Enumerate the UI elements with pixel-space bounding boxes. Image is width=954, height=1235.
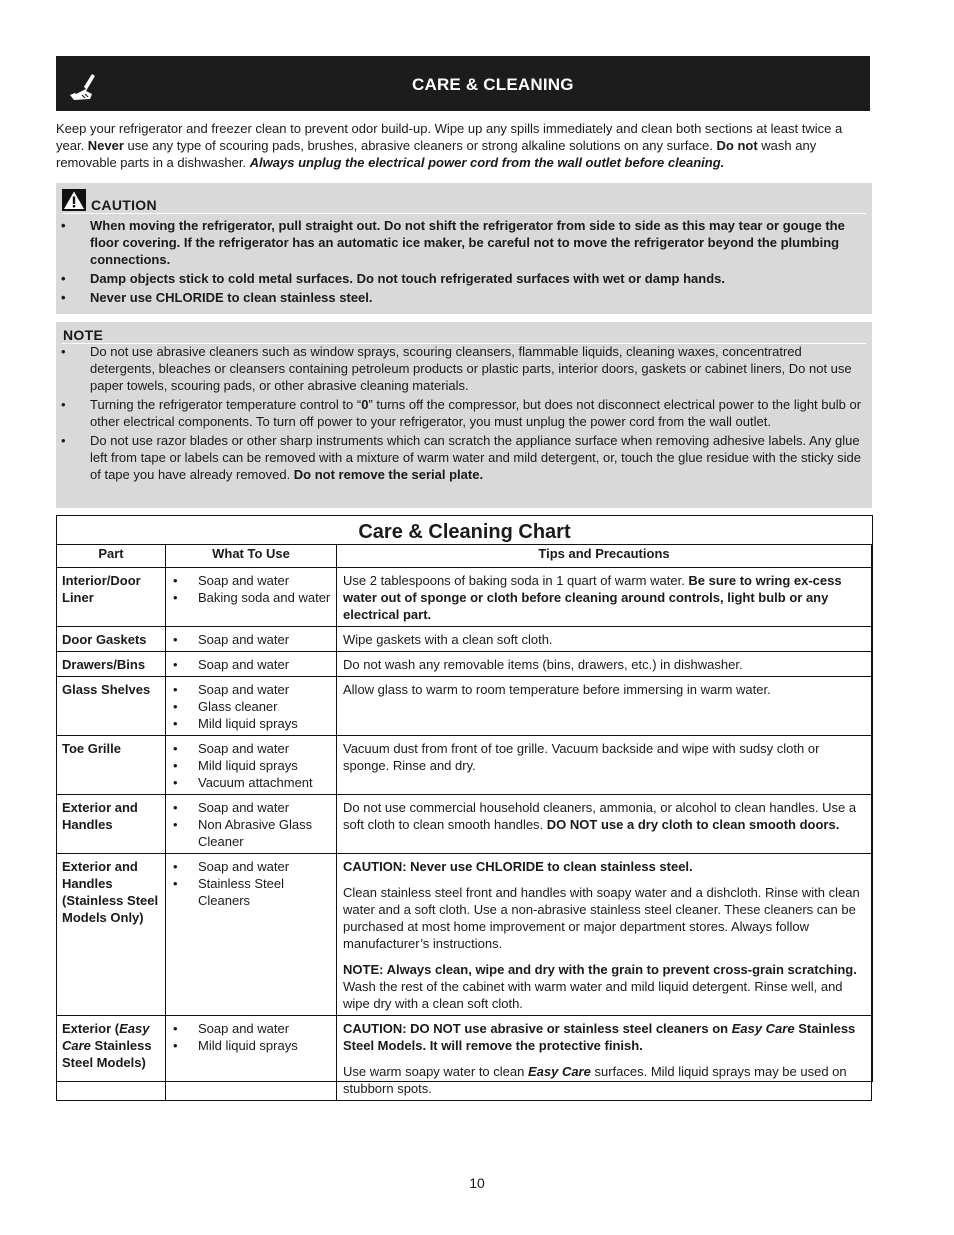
page-number: 10 — [469, 1175, 485, 1191]
chart-table — [56, 544, 872, 1101]
column-header-tips: Tips and Precautions — [337, 545, 872, 568]
table-row — [57, 795, 872, 854]
use-item: • Soap and water — [173, 632, 290, 647]
use-item: • Mild liquid sprays — [173, 1038, 298, 1053]
use-item: • Soap and water — [173, 657, 290, 672]
caution-item: • Damp objects stick to cold metal surfaces. Do not touch refrigerated surfaces with wet or damp hands. — [61, 271, 725, 286]
intro-paragraph: Keep your refrigerator and freezer clean to prevent odor build-up. Wipe up any spills immediately and clean both sections at least twice a year. Never use any type of scouring pads, brushes, abrasive cleaners or strong alkaline solutions on any surface. Do not wash any removable parts in a dishwasher. Always unplug the electrical power cord from the wall outlet before cleaning. — [56, 121, 843, 170]
use-item: • Soap and water — [173, 682, 290, 697]
use-item: • Soap and water — [173, 573, 290, 588]
part-cell: Door Gaskets — [57, 627, 166, 652]
part-cell: Exterior and Handles — [57, 795, 166, 854]
column-header-part: Part — [57, 545, 166, 568]
caution-heading — [62, 189, 866, 214]
use-item: • Non Abrasive Glass Cleaner — [173, 817, 313, 849]
part-cell: Exterior and Handles (Stainless Steel Models Only) — [57, 854, 166, 1016]
caution-list — [56, 217, 872, 308]
tips-cell: Allow glass to warm to room temperature before immersing in warm water. — [337, 677, 872, 736]
column-header-what-to-use: What To Use — [166, 545, 337, 568]
table-row — [57, 1016, 872, 1101]
tips-cell: Do not use commercial household cleaners, ammonia, or alcohol to clean handles. Use a soft cloth to clean smooth handles. DO NOT use a dry cloth to clean smooth doors. — [337, 795, 872, 854]
use-cell — [166, 677, 337, 736]
note-item: • Do not use razor blades or other sharp instruments which can scratch the appliance surface when removing adhesive labels. Any glue left from tape or labels can be removed with a mixture of warm water and mild detergent, or, touch the glue residue with the sticky side of tape you have already removed. Do not remove the serial plate. — [61, 433, 861, 482]
note-heading — [62, 326, 866, 344]
table-row — [57, 677, 872, 736]
note-label: NOTE — [63, 327, 104, 343]
part-cell: Glass Shelves — [57, 677, 166, 736]
use-item: • Soap and water — [173, 859, 290, 874]
care-cleaning-chart — [56, 515, 873, 1096]
caution-item: • Never use CHLORIDE to clean stainless steel. — [61, 290, 373, 305]
section-title: CARE & CLEANING — [412, 75, 574, 94]
caution-item: • When moving the refrigerator, pull straight out. Do not shift the refrigerator from side to side as this may tear or gouge the floor covering. If the refrigerator has an automatic ice maker, be careful not to move the refrigerator beyond the plumbing connections. — [61, 218, 845, 267]
caution-label: CAUTION — [91, 197, 157, 213]
use-cell — [166, 652, 337, 677]
tips-cell: CAUTION: DO NOT use abrasive or stainless steel cleaners on Easy Care Stainless Steel Models. It will remove the protective finish. Use warm soapy water to clean Easy Care surfaces. Mild liquid sprays may be used on stubborn spots. — [337, 1016, 872, 1101]
caution-box — [56, 183, 872, 314]
part-cell: Exterior (Easy Care Stainless Steel Models) — [57, 1016, 166, 1101]
table-row — [57, 652, 872, 677]
warning-icon — [62, 189, 86, 211]
use-item: • Stainless Steel Cleaners — [173, 876, 284, 908]
chart-title: Care & Cleaning Chart — [358, 521, 571, 543]
use-item: • Soap and water — [173, 1021, 290, 1036]
use-cell — [166, 795, 337, 854]
use-item: • Glass cleaner — [173, 699, 278, 714]
tips-cell: CAUTION: Never use CHLORIDE to clean stainless steel. Clean stainless steel front and handles with soapy water and a dishcloth. Rinse with clean water and a soft cloth. Use a non-abrasive stainless steel cleaner. These cleaners can be purchased at most home improvement or major department stores. Always follow manufacturer’s instructions. NOTE: Always clean, wipe and dry with the grain to prevent cross-grain scratching. Wash the rest of the cabinet with warm water and mild liquid detergent. Rinse well, and wipe dry with a clean soft cloth. — [337, 854, 872, 1016]
table-row — [57, 854, 872, 1016]
tips-cell: Do not wash any removable items (bins, drawers, etc.) in dishwasher. — [337, 652, 872, 677]
note-item: • Turning the refrigerator temperature control to “0” turns off the compressor, but does not disconnect electrical power to the light bulb or other electrical components. To turn off power to your refrigerator, you must unplug the power cord from the wall outlet. — [61, 397, 862, 429]
use-cell — [166, 568, 337, 627]
note-box — [56, 322, 872, 508]
part-cell: Interior/Door Liner — [57, 568, 166, 627]
use-item: • Baking soda and water — [173, 590, 331, 605]
use-cell — [166, 627, 337, 652]
table-header-row — [57, 545, 872, 568]
use-item: • Mild liquid sprays — [173, 758, 298, 773]
tips-cell: Use 2 tablespoons of baking soda in 1 quart of warm water. Be sure to wring ex-cess water out of sponge or cloth before cleaning around controls, light bulb or any electrical part. — [337, 568, 872, 627]
section-header — [56, 56, 870, 111]
use-item: • Mild liquid sprays — [173, 716, 298, 731]
use-cell — [166, 1016, 337, 1101]
use-cell — [166, 854, 337, 1016]
cleaning-hand-icon — [62, 64, 102, 104]
part-cell: Toe Grille — [57, 736, 166, 795]
note-item: • Do not use abrasive cleaners such as window sprays, scouring cleansers, flammable liquids, cleaning waxes, concentratred detergents, bleaches or cleansers containing petroleum products or plastic parts, interior doors, gaskets or cabinet liners, Do not use paper towels, scouring pads, or other abrasive cleaning materials. — [61, 344, 852, 393]
table-row — [57, 627, 872, 652]
part-cell: Drawers/Bins — [57, 652, 166, 677]
use-item: • Soap and water — [173, 741, 290, 756]
table-row — [57, 568, 872, 627]
table-row — [57, 736, 872, 795]
use-item: • Soap and water — [173, 800, 290, 815]
use-cell — [166, 736, 337, 795]
tips-cell: Vacuum dust from front of toe grille. Vacuum backside and wipe with sudsy cloth or sponge. Rinse and dry. — [337, 736, 872, 795]
use-item: • Vacuum attachment — [173, 775, 313, 790]
note-list — [56, 343, 872, 485]
tips-cell: Wipe gaskets with a clean soft cloth. — [337, 627, 872, 652]
